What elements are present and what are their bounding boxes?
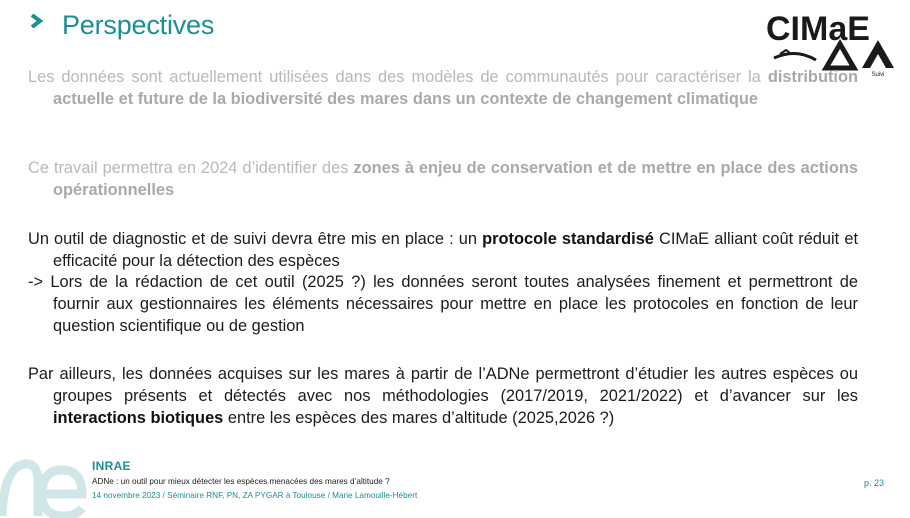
emphasis-text: protocole standardisé (482, 230, 654, 248)
paragraph-1 (28, 66, 858, 110)
paragraph-2 (28, 157, 858, 201)
paragraph-4 (28, 271, 858, 337)
paragraph-text: -> Lors de la rédaction de cet outil (2025 ?) les données seront toutes analysées finement et permettront de fournir aux gestionnaires les éléments nécessaires pour mettre en place les protocoles en fonction de leur question scientifique ou de gestion (28, 273, 858, 335)
paragraph-text: Ce travail permettra en 2024 d’identifier des (28, 159, 354, 177)
emphasis-text: distribution actuelle et future de la biodiversité des mares dans un contexte de changement climatique (53, 68, 858, 108)
paragraph-text: CIMaE alliant coût réduit et efficacité pour la détection des espèces (53, 230, 859, 270)
paragraph-text: Un outil de diagnostic et de suivi devra être mis en place : un (28, 230, 483, 248)
paragraph-text: entre les espèces des mares d’altitude (2025,2026 ?) (223, 409, 615, 427)
paragraph-5 (28, 363, 858, 429)
footer-presentation-title: ADNe : un outil pour mieux détecter les espèces menacées des mares d’altitude ? (92, 477, 390, 486)
page-number: p. 23 (864, 478, 885, 488)
slide-title: Perspectives (62, 10, 215, 40)
footer-event-info: 14 novembre 2023 / Séminaire RNF, PN, ZA PYGAR à Toulouse / Marie Lamouille-Hébert (92, 491, 418, 500)
logo-subtext: Suivi (871, 72, 885, 76)
emphasis-text: interactions biotiques (53, 409, 224, 427)
paragraph-text: Par ailleurs, les données acquises sur les mares à partir de l’ADNe permettront d’étudier les autres espèces ou groupes présents et détectés avec nos méthodologies (2017/2019, 2021/2022) et d’avancer sur les (28, 365, 858, 405)
chevron-right-icon (30, 14, 44, 28)
ae-watermark-logo (0, 448, 90, 518)
logo-text: CIMaE (766, 10, 870, 48)
emphasis-text: zones à enjeu de conservation et de mettre en place des actions opérationnelles (53, 159, 858, 199)
inrae-logo: INRAE (92, 459, 131, 473)
paragraph-text: Les données sont actuellement utilisées dans des modèles de communautés pour caractériser la (28, 68, 768, 86)
paragraph-3 (28, 228, 858, 272)
